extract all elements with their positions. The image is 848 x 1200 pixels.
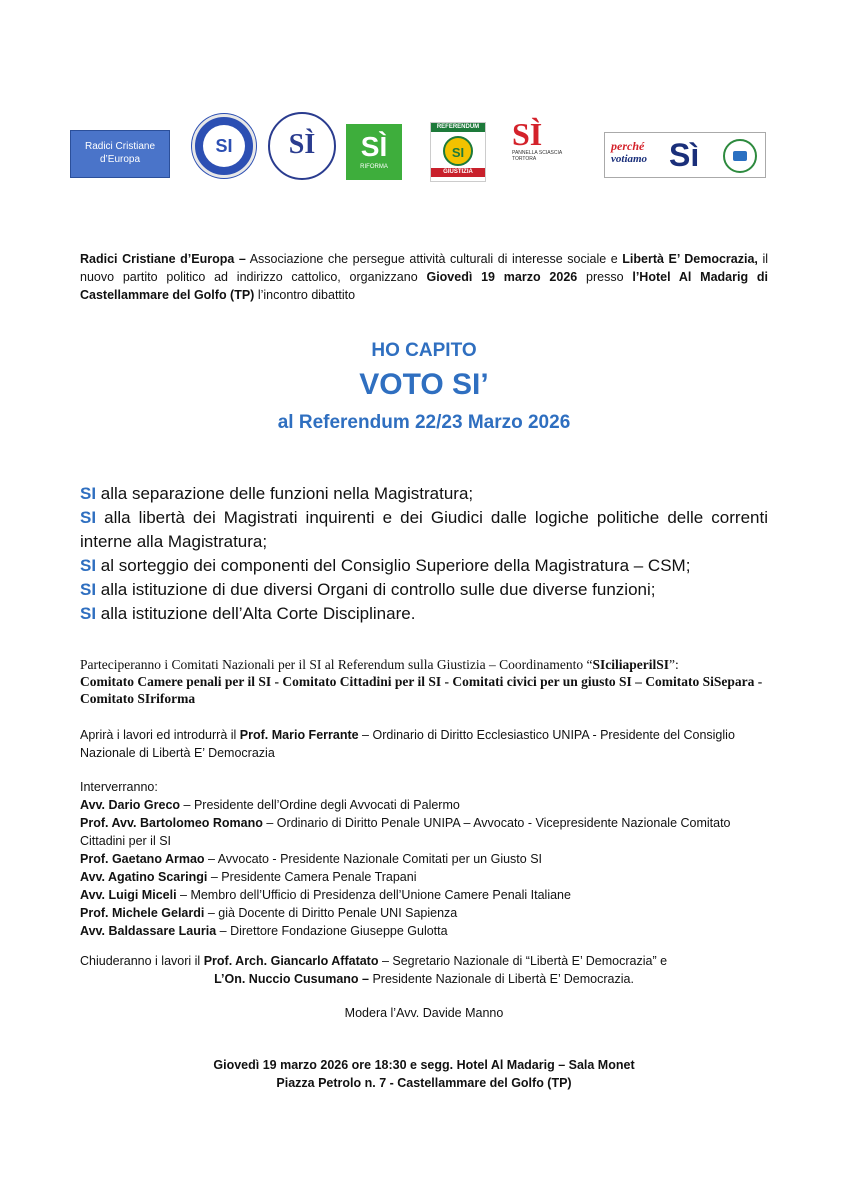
- si-text: alla istituzione di due diversi Organi di controllo sulle due diverse funzioni;: [96, 580, 656, 599]
- pannella-logo-si: SÌ: [512, 116, 543, 152]
- opening-paragraph: [80, 726, 768, 762]
- pannella-logo-text: PANNELLA SCIASCIA TORTORA: [512, 150, 562, 162]
- giustizia-logo-bot: GIUSTIZIA: [431, 168, 485, 177]
- intro-t1: Associazione che persegue attività culturali di interesse sociale e: [245, 252, 623, 266]
- riforma-logo-label: RIFORMA: [360, 164, 388, 170]
- si-label: SI: [80, 556, 97, 575]
- title-voto-si: VOTO SI’: [359, 368, 489, 401]
- closing-name2: L’On. Nuccio Cusumano –: [214, 972, 369, 986]
- speaker-role: – Ordinario di Diritto Penale UNIPA – Avvocato - Vicepresidente Nazionale Comitato Cittadini per il SI: [80, 816, 731, 848]
- intro-t3: presso: [577, 270, 633, 284]
- participants-coord: SIciliaperilSI: [592, 657, 670, 672]
- si-label: SI: [80, 484, 97, 503]
- closing-paragraph: [80, 952, 768, 988]
- si-text: alla libertà dei Magistrati inquirenti e dei Giudici dalle logiche politiche delle correnti interne alla Magistratura;: [80, 508, 768, 551]
- si-label: SI: [80, 604, 97, 623]
- title-ho-capito: HO CAPITO: [371, 340, 477, 361]
- intro-org1: Radici Cristiane d’Europa –: [80, 252, 246, 266]
- referendum-giustizia-logo: [430, 122, 486, 182]
- speaker-role: – Presidente dell’Ordine degli Avvocati di Palermo: [180, 798, 460, 812]
- comitato-camere-penali-logo: [192, 114, 256, 178]
- intro-t2: il nuovo partito politico ad indirizzo cattolico, organizzano: [80, 252, 769, 284]
- intro-when: Giovedì 19 marzo 2026: [426, 270, 578, 284]
- perche-votiamo-si-logo: [604, 132, 766, 178]
- speaker-name: Prof. Avv. Bartolomeo Romano: [80, 816, 263, 830]
- giustizia-logo-top: REFERENDUM: [431, 123, 485, 132]
- participants-intro-end: ”:: [669, 657, 679, 672]
- cittadini-logo-si: SÌ: [288, 129, 316, 160]
- si-point: [80, 554, 768, 578]
- participants-paragraph: [80, 656, 768, 707]
- circle-emblem-icon: [723, 139, 757, 173]
- moderator-line: Modera l’Avv. Davide Manno: [344, 1006, 504, 1020]
- comitato-pannella-logo: [512, 118, 576, 180]
- speaker-name: Prof. Michele Gelardi: [80, 906, 205, 920]
- participants-intro: Parteciperanno i Comitati Nazionali per il SI al Referendum sulla Giustizia – Coordinamento “: [80, 657, 593, 672]
- closing-t2: – Segretario Nazionale di “Libertà E’ Democrazia” e: [378, 954, 668, 968]
- closing-line2: [80, 970, 768, 988]
- speaker-row: [80, 904, 768, 922]
- speaker-row: [80, 886, 768, 904]
- speakers-heading: Interverranno:: [80, 780, 158, 794]
- perche-logo-word1: perché: [611, 139, 645, 153]
- speaker-row: [80, 796, 768, 814]
- footer-address: Piazza Petrolo n. 7 - Castellammare del Golfo (TP): [276, 1076, 572, 1090]
- camere-logo-si: SI: [203, 125, 245, 167]
- si-point: [80, 506, 768, 554]
- speaker-row: [80, 922, 768, 940]
- comitato-cittadini-logo: [268, 112, 336, 180]
- radici-logo-text: Radici Cristiane d’Europa: [84, 141, 156, 165]
- si-point: [80, 602, 768, 626]
- closing-name1: Prof. Arch. Giancarlo Affatato: [203, 954, 379, 968]
- participants-list: Comitato Camere penali per il SI - Comitato Cittadini per il SI - Comitati civici per un giusto SI – Comitato SiSepara - Comitato SIriforma: [80, 674, 763, 706]
- si-point: [80, 578, 768, 602]
- si-points-list: [80, 482, 768, 626]
- intro-org2: Libertà E’ Democrazia,: [622, 252, 758, 266]
- closing-line1: [80, 952, 768, 970]
- intro-where: l’Hotel Al Madarig di Castellammare del Golfo (TP): [80, 270, 768, 302]
- perche-logo-word2: votiamo: [611, 153, 648, 165]
- si-text: alla istituzione dell’Alta Corte Disciplinare.: [96, 604, 416, 623]
- speaker-name: Avv. Dario Greco: [80, 798, 181, 812]
- giustizia-logo-mid: SI: [443, 136, 473, 166]
- speaker-role: – Presidente Camera Penale Trapani: [207, 870, 417, 884]
- perche-logo-si: Sì: [669, 137, 700, 173]
- closing-t3: Presidente Nazionale di Libertà E’ Democrazia.: [368, 972, 634, 986]
- radici-cristiane-logo: [70, 130, 170, 178]
- speaker-role: – Avvocato - Presidente Nazionale Comitati per un Giusto SI: [204, 852, 543, 866]
- opening-name: Prof. Mario Ferrante: [239, 728, 359, 742]
- si-label: SI: [80, 580, 97, 599]
- si-text: alla separazione delle funzioni nella Magistratura;: [96, 484, 474, 503]
- riforma-logo-si: SÌ: [360, 131, 388, 162]
- speaker-name: Avv. Baldassare Lauria: [80, 924, 217, 938]
- opening-t2: – Ordinario di Diritto Ecclesiastico UNIPA - Presidente del Consiglio Nazionale di Libertà E’ Democrazia: [80, 728, 735, 760]
- intro-paragraph: [80, 250, 768, 304]
- speaker-row: [80, 868, 768, 886]
- event-footer: [80, 1056, 768, 1092]
- speaker-name: Avv. Agatino Scaringi: [80, 870, 208, 884]
- title-referendum: al Referendum 22/23 Marzo 2026: [277, 412, 571, 433]
- speaker-role: – già Docente di Diritto Penale UNI Sapienza: [204, 906, 458, 920]
- speaker-row: [80, 850, 768, 868]
- footer-date-venue: Giovedì 19 marzo 2026 ore 18:30 e segg. Hotel Al Madarig – Sala Monet: [213, 1058, 635, 1072]
- speaker-name: Prof. Gaetano Armao: [80, 852, 205, 866]
- closing-t1: Chiuderanno i lavori il: [80, 954, 204, 968]
- intro-t4: l’incontro dibattito: [254, 288, 356, 302]
- speaker-row: [80, 814, 768, 850]
- speaker-role: – Membro dell’Ufficio di Presidenza dell’Unione Camere Penali Italiane: [176, 888, 571, 902]
- speaker-name: Avv. Luigi Miceli: [80, 888, 177, 902]
- si-text: al sorteggio dei componenti del Consiglio Superiore della Magistratura – CSM;: [96, 556, 691, 575]
- speaker-role: – Direttore Fondazione Giuseppe Gulotta: [216, 924, 448, 938]
- opening-t1: Aprirà i lavori ed introdurrà il: [80, 728, 240, 742]
- comitato-si-riforma-logo: [346, 124, 402, 180]
- si-point: [80, 482, 768, 506]
- speakers-section: [80, 778, 768, 940]
- si-label: SI: [80, 508, 97, 527]
